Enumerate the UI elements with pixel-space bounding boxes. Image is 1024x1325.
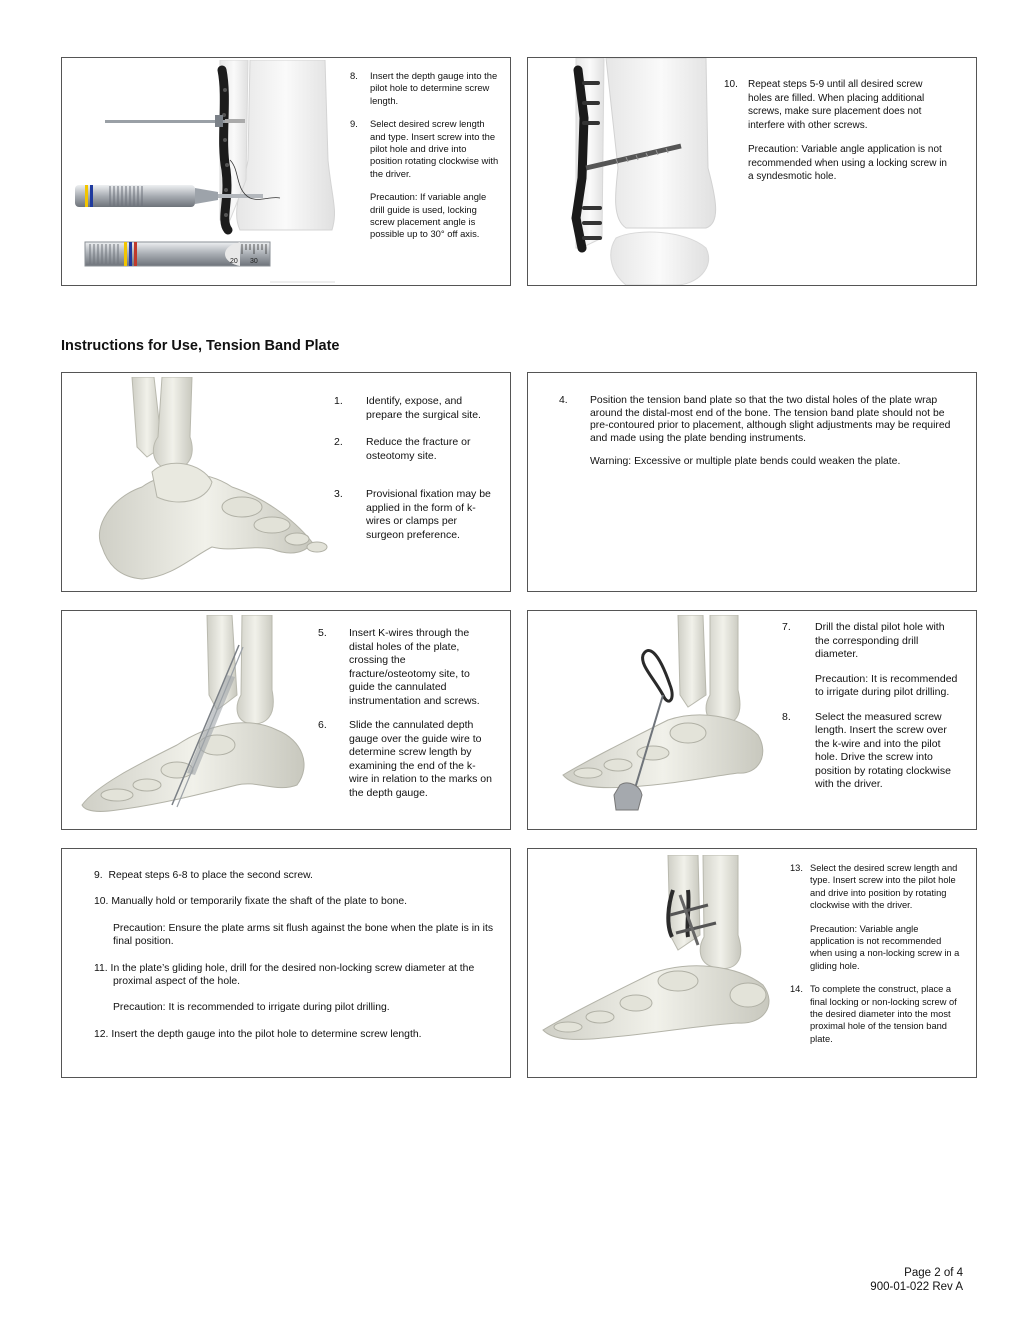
depth-gauge-illustration — [70, 60, 335, 285]
panel-steps-5-6 — [61, 610, 511, 830]
steps-list — [350, 70, 500, 252]
steps-list — [724, 78, 948, 195]
step-number: 13. — [790, 863, 803, 873]
precaution-text: Precaution: Ensure the plate arms sit flush against the bone when the plate is in its final position. — [113, 922, 494, 948]
step-text: Slide the cannulated depth gauge over the guide wire to determine screw length by examining the end of the k-wire in relation to the marks on the depth gauge. — [349, 719, 492, 799]
tension-band-construct-illustration — [538, 855, 783, 1070]
precaution-text: Precaution: It is recommended to irrigate during pilot drilling. — [815, 672, 958, 698]
step-text: To complete the construct, place a final locking or non-locking screw of the desired diameter into the most proximal hole of the tension band plate. — [810, 984, 957, 1044]
step-number: 4. — [559, 395, 568, 406]
steps-list — [559, 395, 959, 480]
precaution-text: Precaution: It is recommended to irrigate during pilot drilling. — [113, 1002, 390, 1014]
step-11: 11. In the plate’s gliding hole, drill for the desired non-locking screw diameter at the proximal aspect of the hole. — [94, 962, 475, 988]
step-number: 10. — [724, 79, 738, 90]
precaution-text: Precaution: Variable angle application is not recommended when using a locking screw in a syndesmotic hole. — [748, 144, 947, 182]
step-7 — [782, 621, 962, 662]
pilot-drilling-illustration — [558, 615, 803, 825]
step-number: 5. — [318, 627, 327, 639]
step-14 — [790, 983, 962, 1045]
step-4 — [559, 395, 959, 445]
step-number: 9. — [350, 118, 358, 130]
step-5 — [318, 627, 493, 708]
step-8 — [782, 711, 962, 792]
panel-steps-7-8 — [527, 610, 977, 830]
steps-list — [94, 869, 494, 1052]
step-text: Select the desired screw length and type. Insert screw into the pilot hole and drive into position by rotating clockwise with the driver. — [810, 863, 958, 911]
step-number: 14. — [790, 984, 803, 995]
panel-step-10 — [527, 57, 977, 286]
precaution-text: Precaution: If variable angle drill guide is used, locking screw placement angle is possible up to 30° off axis. — [370, 191, 487, 240]
section-title: Instructions for Use, Tension Band Plate — [61, 338, 340, 354]
step-text: Drill the distal pilot hole with the corresponding drill diameter. — [815, 621, 945, 660]
k-wire-insertion-illustration — [77, 615, 322, 825]
step-text: Position the tension band plate so that the two distal holes of the plate wrap around the distal-most end of the bone. The tension band plate should not be pre-contoured prior to placement, although slight adjustments may be required and made using the plate bending instruments. — [590, 395, 951, 444]
step-9: 9. Repeat steps 6-8 to place the second screw. — [94, 870, 313, 881]
locking-plate-illustration — [556, 58, 736, 285]
step-1 — [334, 395, 492, 422]
panel-step-4 — [527, 372, 977, 592]
step-9 — [350, 118, 500, 180]
step-13 — [790, 862, 962, 912]
step-number: 8. — [782, 710, 791, 723]
step-10: 10. Manually hold or temporarily fixate the shaft of the plate to bone. — [94, 896, 408, 908]
page-number: Page 2 of 4 — [904, 1267, 963, 1279]
steps-list — [334, 395, 492, 553]
warning-text: Warning: Excessive or multiple plate bends could weaken the plate. — [590, 456, 901, 468]
step-text: Reduce the fracture or osteotomy site. — [366, 436, 471, 462]
steps-list — [782, 621, 962, 803]
step-6 — [318, 719, 493, 800]
step-text: Repeat steps 5-9 until all desired screw holes are filled. When placing additional screws, make sure placement does not interfere with other screws. — [748, 79, 925, 131]
step-8 — [350, 70, 500, 107]
steps-list — [790, 862, 962, 1056]
precaution-text: Precaution: Variable angle application is not recommended when using a non-locking screw in a gliding hole. — [810, 923, 960, 971]
steps-list — [318, 627, 493, 811]
step-number: 6. — [318, 719, 327, 731]
step-text: Identify, expose, and prepare the surgical site. — [366, 395, 481, 421]
gauge-tick-20: 20 — [230, 258, 238, 265]
step-text: Insert the depth gauge into the pilot hole to determine screw length. — [370, 70, 498, 106]
step-3 — [334, 488, 492, 542]
step-number: 1. — [334, 395, 343, 407]
step-text: Select desired screw length and type. Insert screw into the pilot hole and drive into position rotating clockwise with the driver. — [370, 118, 499, 179]
step-text: Provisional fixation may be applied in the form of k-wires or clamps per surgeon preference. — [366, 488, 491, 541]
panel-steps-9-12 — [61, 848, 511, 1078]
panel-steps-1-3 — [61, 372, 511, 592]
page-footer — [870, 1266, 963, 1294]
panel-step-8-9 — [61, 57, 511, 286]
step-number: 3. — [334, 488, 343, 500]
panel-steps-13-14 — [527, 848, 977, 1078]
step-10 — [724, 78, 948, 132]
step-text: Select the measured screw length. Insert the screw over the k-wire and into the pilot hole. Drive the screw into position by rotating clockwise with the driver. — [815, 710, 951, 790]
step-text: Insert K-wires through the distal holes of the plate, crossing the fracture/osteotomy site, to guide the cannulated instrumentation and screws. — [349, 627, 480, 707]
document-number: 900-01-022 Rev A — [870, 1281, 963, 1293]
step-number: 2. — [334, 436, 343, 448]
step-2 — [334, 436, 492, 463]
gauge-tick-30: 30 — [250, 258, 258, 265]
step-number: 7. — [782, 621, 791, 633]
step-number: 8. — [350, 70, 358, 81]
foot-bones-illustration — [92, 377, 332, 587]
step-12: 12. Insert the depth gauge into the pilot hole to determine screw length. — [94, 1028, 422, 1040]
